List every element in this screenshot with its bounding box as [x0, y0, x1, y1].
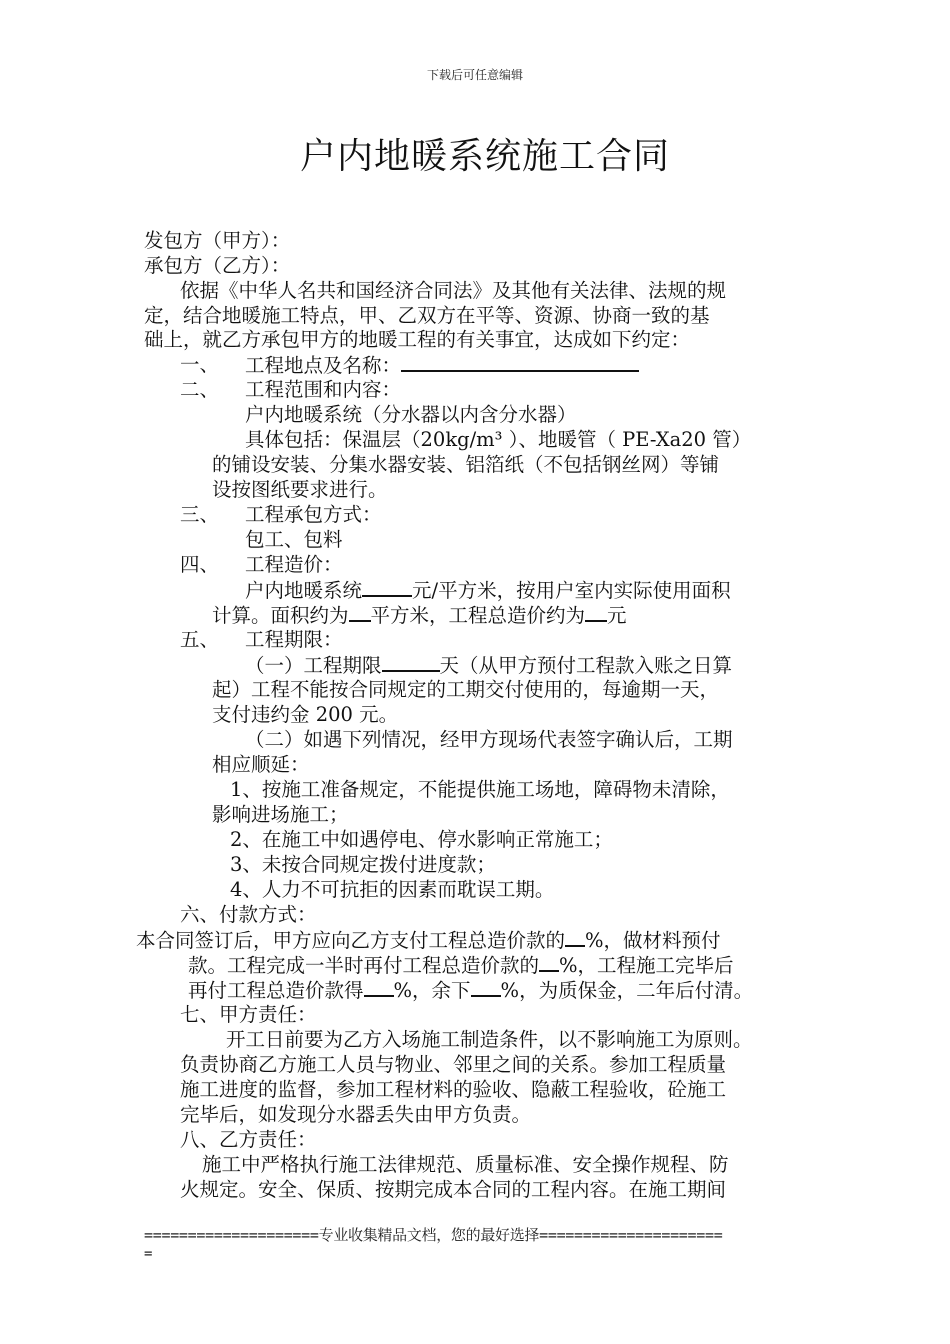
section-heading: 工程地点及名称： — [245, 353, 639, 378]
blank-field — [382, 653, 440, 672]
scope-line: 设按图纸要求进行。 — [212, 478, 388, 501]
payment-line: 再付工程总造价款得 %，余下 %，为质保金，二年后付清。 — [188, 979, 754, 1002]
party-b-line: 承包方（乙方）： — [144, 254, 291, 277]
footer-banner-continuation: = — [144, 1246, 153, 1262]
list-item: 3、未按合同规定拨付进度款； — [230, 853, 496, 876]
duty-line: 火规定。安全、保质、按期完成本合同的工程内容。在施工期间 — [180, 1178, 727, 1201]
section-heading: 七、甲方责任： — [180, 1003, 317, 1026]
section-heading: 六、付款方式： — [180, 903, 317, 926]
party-a-line: 发包方（甲方）： — [144, 229, 291, 252]
duty-line: 施工中严格执行施工法律规范、质量标准、安全操作规程、防 — [202, 1153, 729, 1176]
contract-mode: 包工、包料 — [245, 528, 343, 551]
term-line: （二）如遇下列情况，经甲方现场代表签字确认后，工期 — [245, 728, 733, 751]
section-number: 五、 — [180, 628, 220, 651]
duty-line: 负责协商乙方施工人员与物业、邻里之间的关系。参加工程质量 — [180, 1053, 727, 1076]
term-line: 起）工程不能按合同规定的工期交付使用的，每逾期一天， — [212, 678, 720, 701]
list-item: 2、在施工中如遇停电、停水影响正常施工； — [230, 828, 613, 851]
header-note: 下载后可任意编辑 — [426, 68, 523, 82]
blank-field — [349, 603, 371, 622]
section-heading: 工程范围和内容： — [245, 378, 402, 401]
term-line: （一）工程期限 天（从甲方预付工程款入账之日算 — [245, 654, 733, 677]
blank-field — [471, 978, 501, 997]
duty-line: 完毕后，如发现分水器丢失由甲方负责。 — [180, 1103, 532, 1126]
list-item: 1、按施工准备规定，不能提供施工场地，障碍物未清除， — [230, 778, 730, 801]
payment-line: 本合同签订后，甲方应向乙方支付工程总造价款的 %，做材料预付 — [136, 929, 721, 952]
duty-line: 开工日前要为乙方入场施工制造条件，以不影响施工为原则。 — [226, 1028, 753, 1051]
duty-line: 施工进度的监督，参加工程材料的验收、隐蔽工程验收，砼施工 — [180, 1078, 727, 1101]
intro-line: 依据《中华人名共和国经济合同法》及其他有关法律、法规的规 — [180, 279, 727, 302]
scope-line: 户内地暖系统（分水器以内含分水器） — [245, 403, 577, 426]
blank-field — [401, 353, 639, 372]
document-title: 户内地暖系统施工合同 — [300, 136, 671, 177]
section-heading: 工程承包方式： — [245, 503, 382, 526]
intro-line: 础上，就乙方承包甲方的地暖工程的有关事宜，达成如下约定： — [144, 328, 691, 351]
blank-field — [585, 603, 607, 622]
intro-line: 定，结合地暖施工特点，甲、乙双方在平等、资源、协商一致的基 — [144, 304, 710, 327]
section-heading: 工程造价： — [245, 553, 343, 576]
blank-field — [565, 928, 585, 947]
section-heading: 八、乙方责任： — [180, 1128, 317, 1151]
term-line: 相应顺延： — [212, 753, 310, 776]
payment-line: 款。工程完成一半时再付工程总造价款的 %，工程施工完毕后 — [188, 954, 734, 977]
section-number: 一、 — [180, 353, 220, 376]
scope-line: 的铺设安装、分集水器安装、铝箔纸（不包括钢丝网）等铺 — [212, 453, 720, 476]
footer-banner: ====================专业收集精品文档，您的最好选择===================== — [144, 1226, 723, 1244]
list-item: 影响进场施工； — [212, 803, 349, 826]
term-line: 支付违约金 200 元。 — [212, 703, 399, 726]
scope-line: 具体包括：保温层（20kg/m³ ）、地暖管（ PE-Xa20 管） — [245, 428, 752, 451]
price-line: 户内地暖系统 元/平方米，按用户室内实际使用面积 — [245, 579, 731, 602]
blank-field — [539, 953, 559, 972]
section-number: 二、 — [180, 378, 220, 401]
list-item: 4、人力不可抗拒的因素而耽误工期。 — [230, 878, 555, 901]
section-number: 三、 — [180, 503, 220, 526]
blank-field — [362, 578, 412, 597]
blank-field — [364, 978, 394, 997]
section-number: 四、 — [180, 553, 220, 576]
price-line: 计算。面积约为 平方米，工程总造价约为 元 — [212, 604, 627, 627]
section-heading: 工程期限： — [245, 628, 343, 651]
